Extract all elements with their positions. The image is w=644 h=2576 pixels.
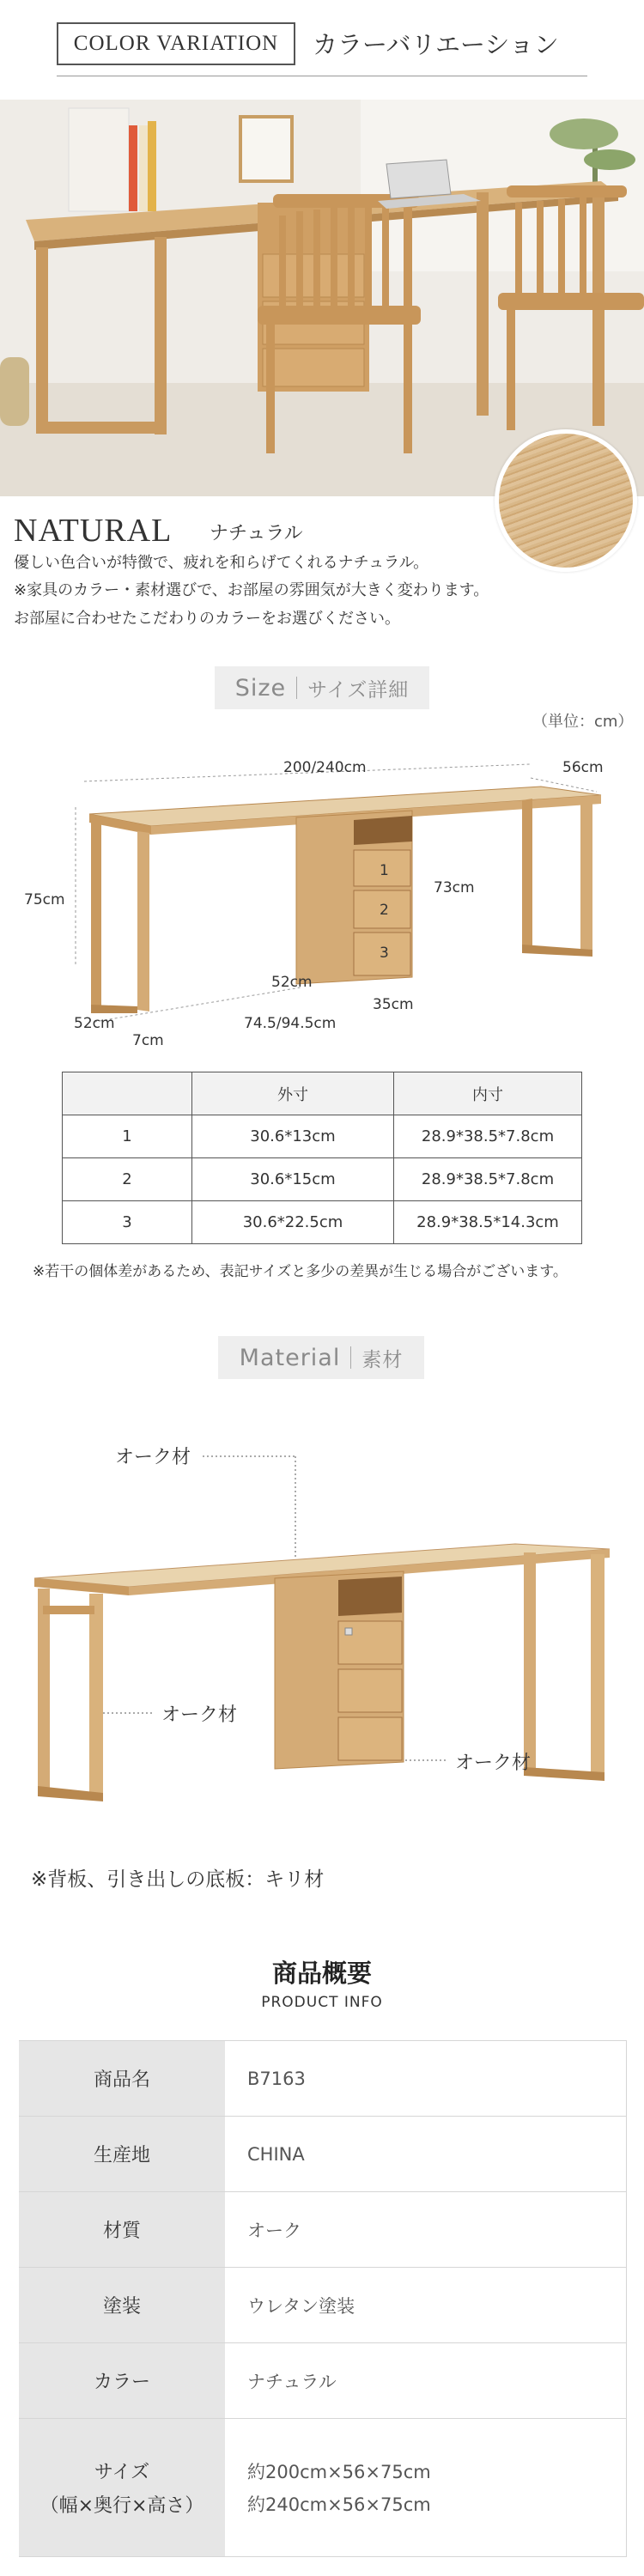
drawer-lock-icon — [345, 1628, 352, 1635]
material-section-pill — [218, 1336, 424, 1379]
table-header-cell — [63, 1072, 192, 1115]
table-cell: 28.9*38.5*7.8cm — [394, 1158, 582, 1201]
size-section-pill — [215, 666, 429, 709]
material-pill-jp: 素材 — [361, 1348, 404, 1371]
product-value — [225, 2419, 627, 2556]
table-cell: 3 — [63, 1201, 192, 1244]
drawer-number-1: 1 — [380, 862, 389, 879]
table-cell: 28.9*38.5*14.3cm — [394, 1201, 582, 1244]
material-label-top: オーク材 — [115, 1447, 191, 1468]
drawer-3 — [338, 1717, 402, 1760]
product-key: 生産地 — [19, 2117, 225, 2191]
material-diagram — [0, 1425, 644, 1829]
material-label-right: オーク材 — [455, 1753, 532, 1774]
table-row — [63, 1115, 582, 1158]
table-row — [63, 1158, 582, 1201]
product-row-material — [19, 2191, 627, 2267]
dim-leg-width: 7cm — [132, 1032, 164, 1049]
product-row-color — [19, 2342, 627, 2418]
dim-height: 75cm — [24, 891, 65, 908]
product-key: 材質 — [19, 2192, 225, 2267]
cabinet-open-shelf — [338, 1577, 402, 1616]
product-value — [225, 2117, 627, 2191]
natural-title: NATURAL — [14, 513, 173, 549]
size-diagram — [0, 738, 644, 1056]
table-header-row — [63, 1072, 582, 1115]
material-note: ※背板、引き出しの底板：キリ材 — [31, 1868, 325, 1891]
size-disclaimer: ※若干の個体差があるため、表記サイズと多少の差異が生じる場合がございます。 — [33, 1263, 568, 1280]
product-key: カラー — [19, 2343, 225, 2418]
dim-width: 200/240cm — [283, 759, 367, 776]
product-value-text: ナチュラル — [247, 2371, 337, 2392]
product-value-text: 約200cm×56×75cm — [247, 2462, 431, 2482]
left-frame-front — [89, 1594, 103, 1800]
dim-depth-right: 56cm — [562, 759, 604, 776]
dim-cabinet-height: 73cm — [434, 879, 475, 896]
dim-cabinet-depth: 52cm — [271, 974, 313, 991]
left-leg-back — [91, 823, 101, 1013]
product-key: 塗装 — [19, 2268, 225, 2342]
table-header-cell: 外寸 — [192, 1072, 394, 1115]
table-cell: 28.9*38.5*7.8cm — [394, 1115, 582, 1158]
natural-desc-line-3: お部屋に合わせたこだわりのカラーをお選びください。 — [14, 610, 400, 628]
product-value-text: 約240cm×56×75cm — [247, 2494, 431, 2515]
product-value-text: ウレタン塗装 — [247, 2295, 355, 2317]
pill-separator — [296, 677, 297, 699]
product-row-name — [19, 2040, 627, 2116]
product-info-title: 商品概要 — [271, 1959, 372, 1988]
table-header-cell: 内寸 — [394, 1072, 582, 1115]
dim-leg-depth: 52cm — [74, 1015, 115, 1032]
right-leg-back — [522, 799, 532, 951]
product-value — [225, 2192, 627, 2267]
drawer-2 — [338, 1669, 402, 1712]
natural-kana: ナチュラル — [210, 523, 303, 544]
table-cell: 1 — [63, 1115, 192, 1158]
unit-note: （単位：cm） — [532, 713, 634, 731]
right-leg-front — [580, 800, 592, 955]
dim-span: 74.5/94.5cm — [244, 1015, 337, 1032]
product-key-text: サイズ — [94, 2462, 150, 2483]
product-value — [225, 2343, 627, 2418]
natural-desc-line-1: 優しい色合いが特徴で、疲れを和らげてくれるナチュラル。 — [14, 554, 429, 572]
dim-cabinet-width: 35cm — [373, 996, 414, 1013]
product-info-subtitle: PRODUCT INFO — [261, 1994, 383, 2011]
left-leg-front — [137, 831, 149, 1012]
cabinet-open-shelf — [354, 816, 412, 845]
right-frame-back — [524, 1552, 536, 1771]
product-value-text: B7163 — [247, 2068, 306, 2089]
color-variation-label: COLOR VARIATION — [57, 22, 295, 65]
product-value — [225, 2268, 627, 2342]
left-frame-back — [38, 1589, 50, 1795]
material-pill-en: Material — [239, 1344, 341, 1371]
product-row-size — [19, 2418, 627, 2557]
pill-separator — [350, 1346, 351, 1369]
material-label-left: オーク材 — [161, 1704, 238, 1726]
table-cell: 30.6*22.5cm — [192, 1201, 394, 1244]
drawer-number-3: 3 — [380, 945, 389, 962]
product-key: 商品名 — [19, 2041, 225, 2116]
table-cell: 2 — [63, 1158, 192, 1201]
size-pill-jp: サイズ詳細 — [307, 678, 410, 702]
natural-desc-line-2: ※家具のカラー・素材選びで、お部屋の雰囲気が大きく変わります。 — [14, 581, 489, 599]
left-frame-rail — [43, 1606, 94, 1614]
product-value — [225, 2041, 627, 2116]
product-key — [19, 2419, 225, 2556]
right-frame-front — [591, 1554, 605, 1779]
table-cell: 30.6*15cm — [192, 1158, 394, 1201]
table-cell: 30.6*13cm — [192, 1115, 394, 1158]
wood-grain-swatch — [495, 429, 637, 572]
color-variation-jp-title: カラーバリエーション — [313, 30, 559, 59]
table-row — [63, 1201, 582, 1244]
product-key-subtext: （幅×奥行×高さ） — [39, 2495, 204, 2517]
size-pill-en: Size — [234, 674, 287, 702]
product-row-origin — [19, 2116, 627, 2191]
product-row-finish — [19, 2267, 627, 2342]
drawer-number-2: 2 — [380, 902, 389, 919]
drawer-size-table — [62, 1072, 582, 1244]
product-value-text: オーク — [247, 2220, 301, 2241]
left-leg-foot — [91, 1005, 137, 1013]
product-value-text: CHINA — [247, 2143, 305, 2165]
product-info-table — [19, 2040, 627, 2557]
